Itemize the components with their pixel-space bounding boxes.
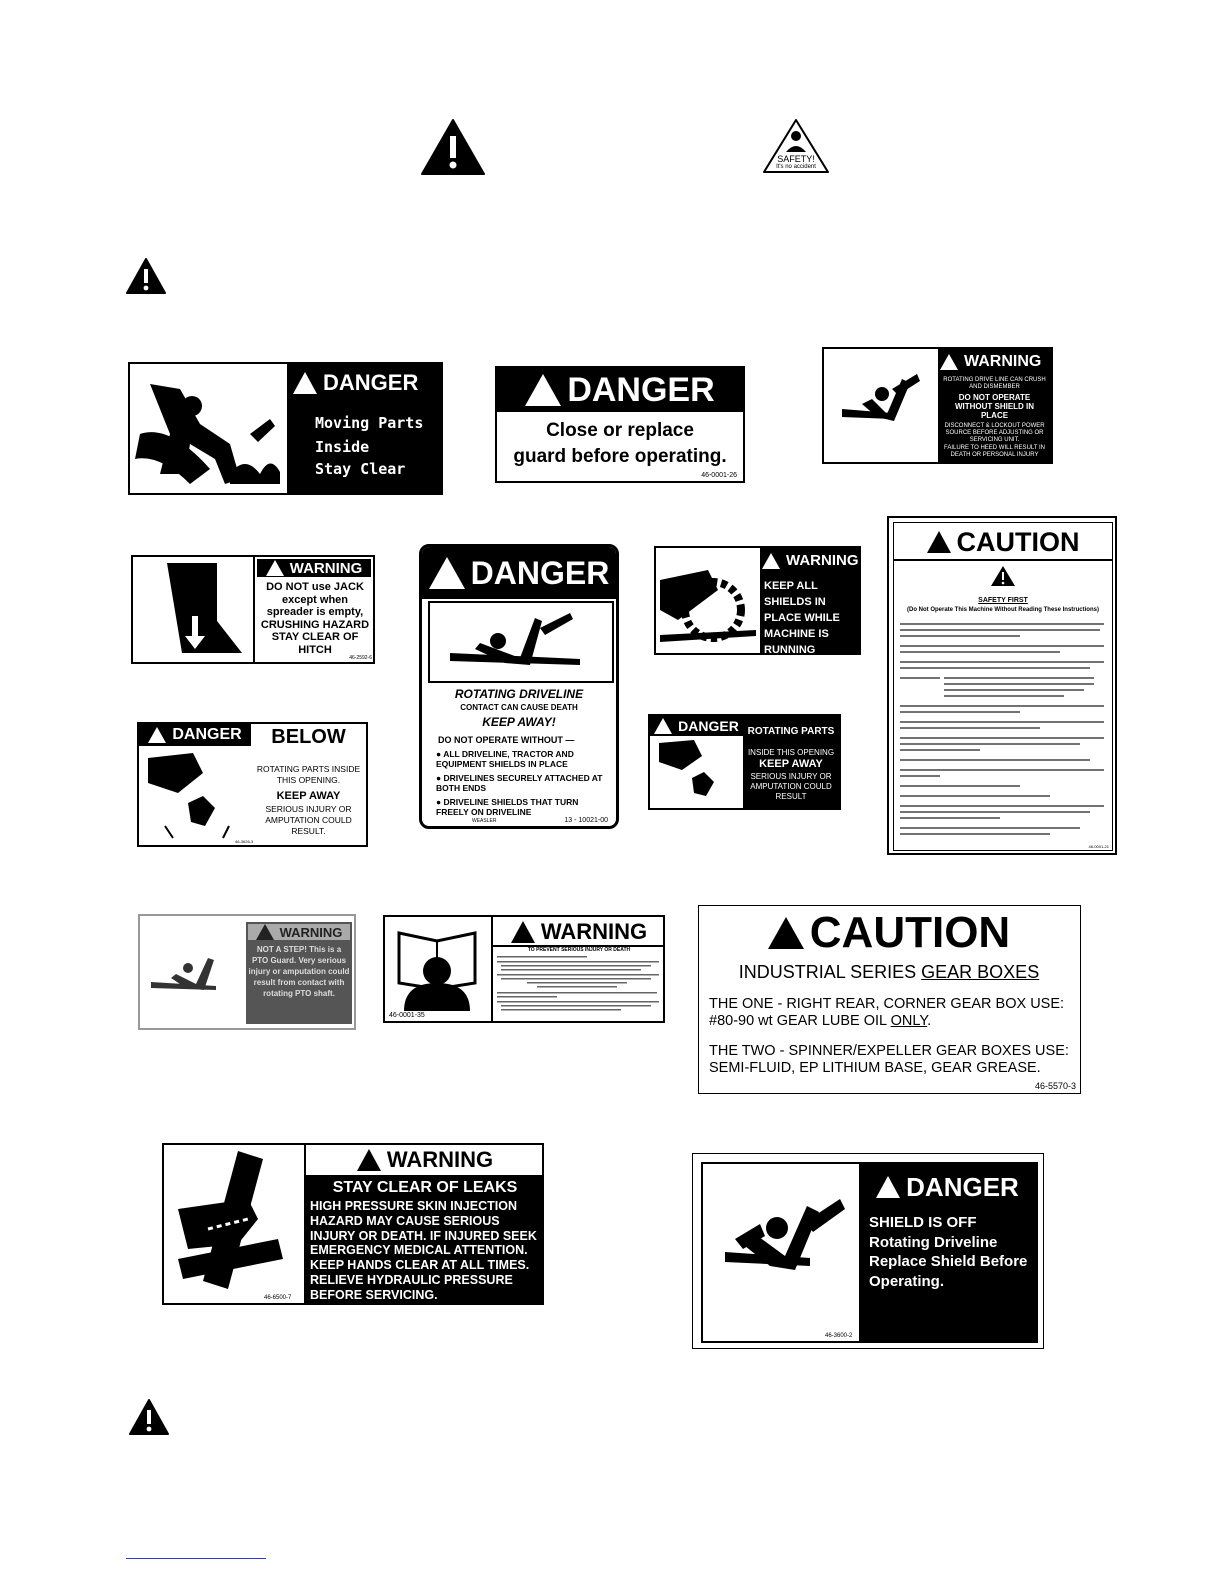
- jack-header: WARNING: [289, 559, 363, 577]
- alert-triangle-icon: [876, 1176, 900, 1198]
- safety-logo-text: SAFETY!: [777, 154, 815, 164]
- below-code: 46-3626-3: [235, 839, 254, 844]
- close-guard-line-2: guard before operating.: [513, 446, 727, 467]
- decal-leaks: [162, 1143, 544, 1305]
- jack-text: DO NOT use JACK except when spreader is empty, CRUSHING HAZARD STAY CLEAR OF HITCH: [260, 581, 370, 656]
- leaks-text: HIGH PRESSURE SKIN INJECTION HAZARD MAY CAUSE SERIOUS INJURY OR DEATH. IF INJURED SEEK EMERGENCY MEDICAL ATTENTION. KEEP HANDS CLEAR AT ALL TIMES. RELIEVE HYDRAULIC PRESSURE BEFORE SERVICING.: [310, 1199, 537, 1302]
- alert-triangle-icon: [293, 372, 317, 394]
- leaks-title: STAY CLEAR OF LEAKS: [332, 1179, 518, 1196]
- alert-triangle-icon: [266, 560, 284, 576]
- alert-triangle-icon: [525, 374, 561, 406]
- gear-boxes-header-row: [699, 910, 1079, 956]
- rotating-parts-text-3: SERIOUS INJURY OR AMPUTATION COULD RESULT: [750, 772, 832, 801]
- footnote-rule: [126, 1558, 266, 1559]
- jack-code: 46-2592-6: [349, 655, 372, 661]
- close-guard-code: 46-0001-26: [701, 472, 737, 479]
- decal-not-a-step: [138, 914, 356, 1030]
- driveline-header: DANGER: [470, 554, 610, 591]
- safety-logo: [762, 118, 830, 176]
- leaks-body: [306, 1175, 544, 1303]
- gear-boxes-header: CAUTION: [809, 908, 1011, 957]
- driveline-bullet-1: ● ALL DRIVELINE, TRACTOR AND EQUIPMENT SHIELDS IN PLACE: [436, 749, 574, 769]
- rotating-parts-header: DANGER: [678, 718, 739, 734]
- rotating-parts-text-1: INSIDE THIS OPENING: [747, 748, 835, 757]
- decal-read-manual: [383, 915, 665, 1023]
- safety-alert-symbol-small: [125, 257, 167, 295]
- close-guard-header: DANGER: [567, 370, 715, 409]
- shield-off-code: 46-3600-2: [825, 1333, 853, 1339]
- not-a-step-text: NOT A STEP! This is a PTO Guard. Very serious injury or amputation could result from contact with rotating PTO shaft.: [248, 945, 350, 998]
- shield-off-line-3: Replace Shield Before: [869, 1253, 1028, 1270]
- shield-off-header: DANGER: [906, 1171, 1019, 1202]
- rotating-parts-title: ROTATING PARTS: [747, 726, 835, 737]
- decal-gear-boxes: [698, 905, 1081, 1094]
- hand-rotating-blade-icon: [143, 748, 247, 842]
- gear-boxes-title-underlined: GEAR BOXES: [921, 962, 1040, 982]
- decal-jack: [131, 555, 375, 664]
- read-manual-code: 46-0001-35: [389, 1012, 425, 1019]
- warning-shield-line-4: FAILURE TO HEED WILL RESULT IN DEATH OR PERSONAL INJURY: [943, 445, 1046, 458]
- moving-parts-line-3: Stay Clear: [315, 460, 406, 478]
- gear-boxes-code: 46-5570-3: [1034, 1081, 1076, 1091]
- jack-text-panel: [253, 557, 375, 662]
- alert-triangle-icon: [511, 921, 535, 943]
- moving-parts-line-2: Inside: [315, 438, 370, 456]
- alert-triangle-icon: [768, 917, 804, 949]
- decal-rotating-parts: [648, 714, 841, 810]
- gear-boxes-p1-line2-suffix: .: [927, 1013, 932, 1029]
- driveline-header-bar: [422, 547, 616, 599]
- hand-blade-icon: [654, 738, 740, 806]
- shield-off-line-2: Rotating Driveline: [869, 1234, 998, 1251]
- read-manual-text-panel: [491, 917, 665, 1021]
- not-a-step-panel: [246, 922, 352, 1024]
- chain-sprocket-hand-icon: [658, 550, 758, 651]
- gear-boxes-p1-line2-prefix: #80-90 wt GEAR LUBE OIL: [709, 1013, 891, 1029]
- keep-shields-panel: [760, 548, 859, 653]
- decal-moving-parts: [128, 362, 443, 495]
- shield-off-panel: [859, 1164, 1036, 1341]
- decal-close-guard: [495, 366, 745, 483]
- driveline-person-icon: [428, 601, 614, 683]
- alert-triangle-icon: [148, 727, 166, 743]
- warning-shield-line-2: DO NOT OPERATE WITHOUT SHIELD IN PLACE: [954, 393, 1035, 420]
- gear-boxes-title-prefix: INDUSTRIAL SERIES: [738, 962, 922, 982]
- moving-parts-panel: [287, 364, 441, 493]
- gear-boxes-p1-line1: THE ONE - RIGHT REAR, CORNER GEAR BOX USE:: [709, 996, 1065, 1012]
- driveline-bullet-2: ● DRIVELINES SECURELY ATTACHED AT BOTH ENDS: [436, 773, 603, 793]
- decal-shield-off: [692, 1153, 1044, 1349]
- read-manual-fine-print: [497, 955, 661, 1017]
- read-manual-header: WARNING: [540, 919, 648, 944]
- rotating-parts-header-bar: [650, 716, 743, 736]
- alert-triangle-icon: [429, 557, 465, 589]
- decal-driveline: [419, 544, 619, 829]
- gear-boxes-p1-line2-only: ONLY: [890, 1013, 928, 1029]
- driveline-donot: DO NOT OPERATE WITHOUT —: [438, 735, 575, 745]
- driveline-keep: KEEP AWAY!: [482, 715, 556, 729]
- below-text-1: ROTATING PARTS INSIDE THIS OPENING.: [256, 764, 361, 785]
- driveline-entanglement-large-icon: [715, 1194, 855, 1294]
- alert-triangle-icon: [654, 718, 672, 734]
- person-falling-icon: [146, 946, 241, 1006]
- caution-alert-icon: [990, 565, 1016, 587]
- warning-shield-line-1: ROTATING DRIVE LINE CAN CRUSH AND DISMEMBER: [943, 377, 1046, 390]
- shield-off-line-1: SHIELD IS OFF: [869, 1214, 977, 1231]
- keep-shields-text: KEEP ALL SHIELDS IN PLACE WHILE MACHINE IS RUNNING: [764, 580, 840, 655]
- shield-off-line-4: Operating.: [869, 1273, 945, 1290]
- close-guard-header-bar: [497, 368, 743, 412]
- leaks-text-panel: [304, 1145, 544, 1303]
- safety-alert-symbol-bottom: [128, 1398, 170, 1436]
- below-text-3: SERIOUS INJURY OR AMPUTATION COULD RESULT.: [265, 804, 352, 836]
- close-guard-line-1: Close or replace: [546, 420, 694, 441]
- read-manual-sub: TO PREVENT SERIOUS INJURY OR DEATH: [527, 947, 631, 953]
- rotating-parts-text-2: KEEP AWAY: [759, 758, 823, 770]
- decal-caution-safety-first: [887, 516, 1117, 855]
- driveline-bullet-3-text: DRIVELINE SHIELDS THAT TURN FREELY ON DRIVELINE: [436, 797, 579, 817]
- caution-safety-title: SAFETY FIRST: [978, 597, 1028, 604]
- person-reading-manual-icon: [389, 923, 485, 1011]
- gear-boxes-p2-line2: SEMI-FLUID, EP LITHIUM BASE, GEAR GREASE.: [709, 1060, 1041, 1076]
- warning-shield-line-3: DISCONNECT & LOCKOUT POWER SOURCE BEFORE ADJUSTING OR SERVICING UNIT.: [944, 423, 1045, 443]
- below-title: BELOW: [271, 726, 346, 748]
- caution-safety-header-row: [894, 525, 1112, 561]
- decal-keep-shields: [654, 546, 861, 655]
- driveline-bullet-1-text: ALL DRIVELINE, TRACTOR AND EQUIPMENT SHIELDS IN PLACE: [436, 749, 574, 769]
- decal-below: [137, 722, 368, 847]
- moving-parts-header: DANGER: [323, 370, 419, 395]
- person-caught-icon: [130, 364, 287, 493]
- moving-parts-line-1: Moving Parts: [315, 414, 424, 432]
- gear-boxes-p2-line1: THE TWO - SPINNER/EXPELLER GEAR BOXES USE:: [709, 1043, 1069, 1059]
- safety-logo-subtext: It's no accident: [776, 164, 816, 170]
- decal-warning-shield: [822, 347, 1053, 464]
- leaks-header: WARNING: [386, 1147, 494, 1172]
- not-a-step-header: WARNING: [279, 924, 343, 940]
- driveline-entanglement-icon: [832, 369, 932, 439]
- caution-safety-code: 46-0001-21: [1088, 844, 1109, 849]
- alert-triangle-icon: [762, 553, 780, 569]
- below-text-2: KEEP AWAY: [276, 790, 341, 802]
- below-header: DANGER: [172, 726, 242, 743]
- caution-fine-print: [900, 621, 1106, 841]
- keep-shields-header: WARNING: [786, 552, 859, 569]
- safety-alert-symbol-large: [420, 118, 486, 176]
- driveline-maker: WEASLER: [472, 818, 497, 824]
- gear-boxes-p1-line2: [709, 1013, 931, 1029]
- crushed-foot-icon: [137, 561, 247, 658]
- driveline-code: 13 - 10021-00: [564, 817, 608, 824]
- gear-boxes-title: [699, 962, 1079, 983]
- alert-triangle-icon: [927, 531, 951, 553]
- hand-hydraulic-leak-icon: [168, 1149, 298, 1297]
- warning-shield-header: WARNING: [964, 353, 1042, 370]
- driveline-sub: CONTACT CAN CAUSE DEATH: [460, 703, 578, 712]
- alert-triangle-icon: [357, 1149, 381, 1171]
- driveline-title: ROTATING DRIVELINE: [454, 687, 584, 701]
- rotating-parts-panel: [743, 716, 839, 808]
- alert-triangle-icon: [940, 354, 958, 370]
- alert-triangle-icon: [256, 924, 274, 940]
- leaks-code: 46-6500-7: [264, 1295, 292, 1301]
- caution-safety-subtitle: (Do Not Operate This Machine Without Reading These Instructions): [907, 607, 1099, 613]
- driveline-bullet-3: ● DRIVELINE SHIELDS THAT TURN FREELY ON DRIVELINE: [436, 797, 579, 817]
- below-header-bar: [139, 724, 251, 746]
- driveline-bullet-2-text: DRIVELINES SECURELY ATTACHED AT BOTH ENDS: [436, 773, 603, 793]
- caution-safety-header: CAUTION: [956, 526, 1080, 557]
- warning-shield-panel: [938, 349, 1051, 462]
